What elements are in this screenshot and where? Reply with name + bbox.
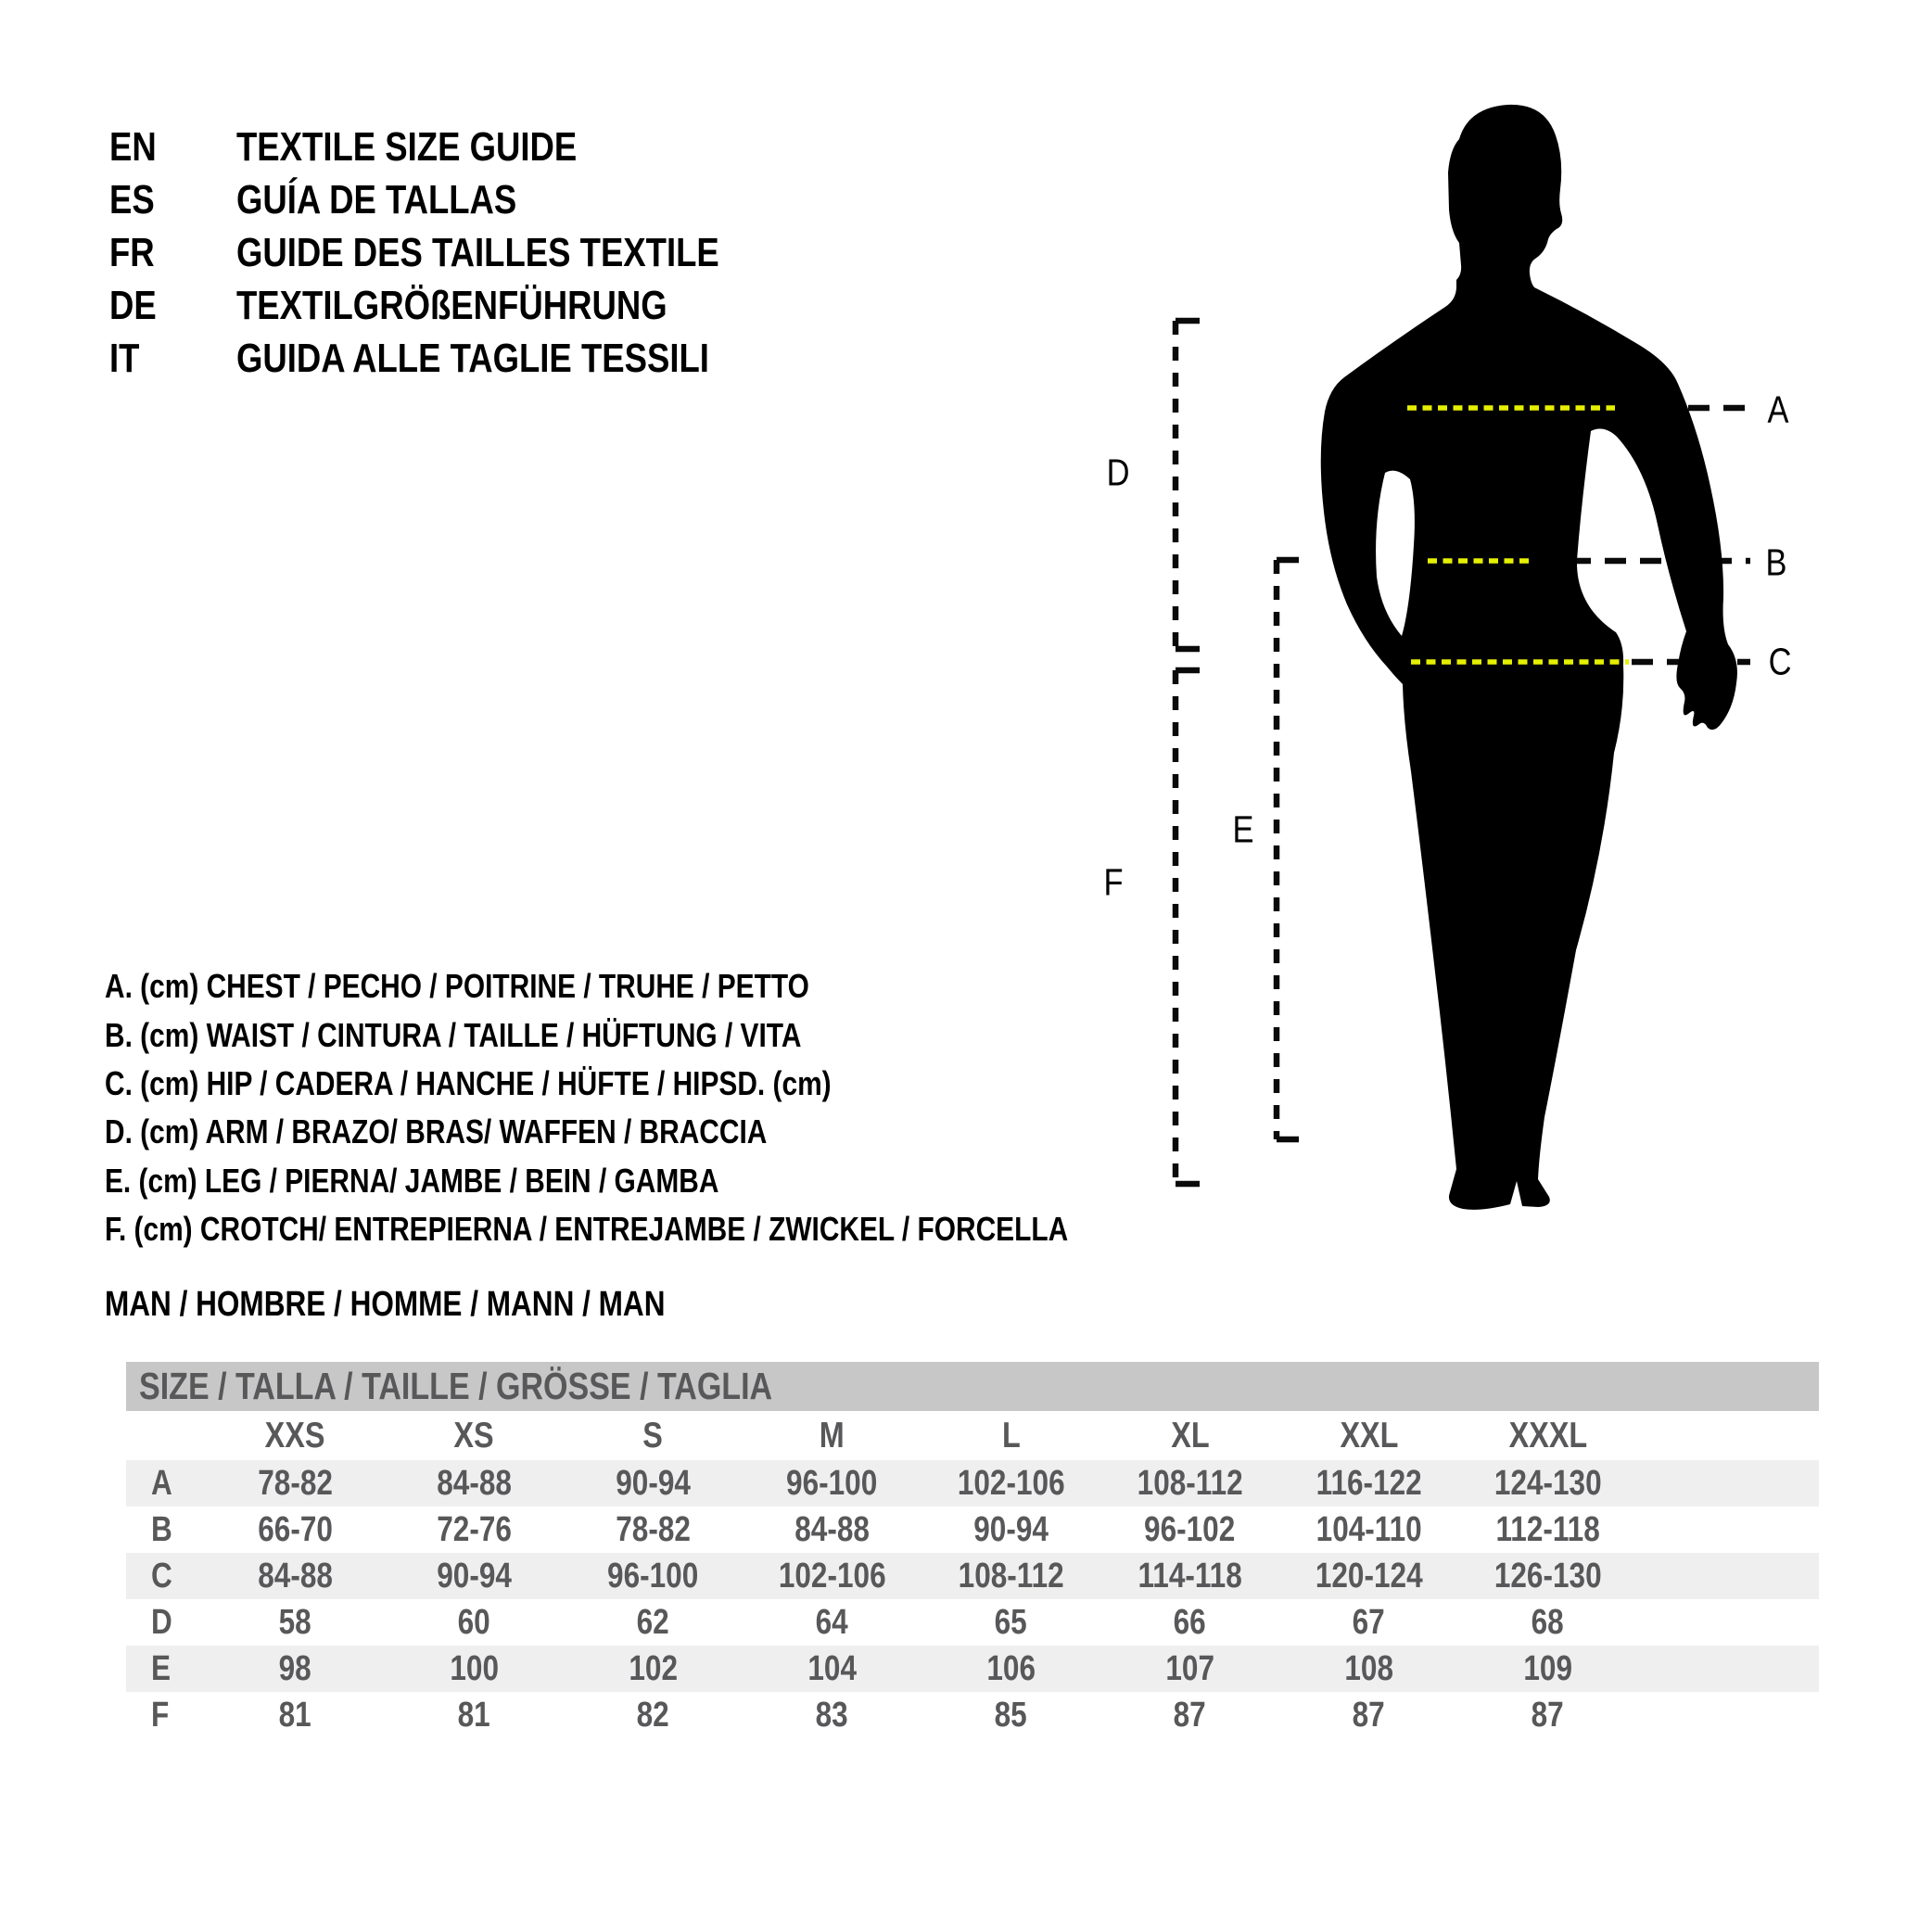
- table-cell: 107: [1165, 1648, 1214, 1688]
- table-cell: 90-94: [973, 1509, 1049, 1549]
- size-header-l: L: [1001, 1415, 1021, 1455]
- man-silhouette-figure: [1321, 105, 1737, 1210]
- table-cell: 85: [994, 1695, 1028, 1735]
- arm-label: D: [1106, 451, 1130, 495]
- table-cell: 120-124: [1315, 1556, 1423, 1595]
- row-label: E: [151, 1648, 172, 1688]
- legend-crotch: F. (cm) CROTCH/ ENTREPIERNA / ENTREJAMBE / ZWICKEL / FORCELLA: [105, 1210, 1069, 1249]
- row-label: F: [151, 1695, 170, 1735]
- table-cell: 87: [1173, 1695, 1207, 1735]
- table-row-leg: [126, 1646, 1819, 1692]
- table-cell: 58: [278, 1602, 312, 1642]
- table-cell: 84-88: [258, 1556, 333, 1595]
- language-code: FR: [109, 229, 155, 275]
- row-label: C: [151, 1556, 172, 1595]
- table-cell: 78-82: [258, 1463, 333, 1503]
- size-header-row: [126, 1411, 1819, 1460]
- hip-label: C: [1768, 641, 1792, 684]
- table-cell: 65: [994, 1602, 1028, 1642]
- table-cell: 78-82: [616, 1509, 691, 1549]
- guide-title-es: GUÍA DE TALLAS: [236, 176, 517, 222]
- table-cell: 87: [1352, 1695, 1386, 1735]
- table-cell: 84-88: [794, 1509, 870, 1549]
- language-code: IT: [109, 335, 140, 381]
- table-cell: 102-106: [957, 1463, 1065, 1503]
- table-row-chest: [126, 1460, 1819, 1506]
- table-row-hip: [126, 1553, 1819, 1599]
- table-cell: 84-88: [437, 1463, 512, 1503]
- table-cell: 112-118: [1495, 1509, 1600, 1549]
- table-cell: 102-106: [778, 1556, 886, 1595]
- table-cell: 108-112: [1137, 1463, 1243, 1503]
- size-table-title: SIZE / TALLA / TAILLE / GRÖSSE / TAGLIA: [139, 1365, 773, 1407]
- legend-hip: C. (cm) HIP / CADERA / HANCHE / HÜFTE / HIPSD. (cm): [105, 1063, 832, 1102]
- table-cell: 96-100: [786, 1463, 878, 1503]
- legend-waist: B. (cm) WAIST / CINTURA / TAILLE / HÜFTUNG / VITA: [105, 1015, 802, 1054]
- table-cell: 114-118: [1138, 1556, 1242, 1595]
- table-cell: 100: [450, 1648, 499, 1688]
- guide-title-it: GUIDA ALLE TAGLIE TESSILI: [236, 335, 709, 381]
- table-row-waist: [126, 1506, 1819, 1553]
- guide-title-fr: GUIDE DES TAILLES TEXTILE: [236, 229, 719, 275]
- language-code: DE: [109, 282, 157, 328]
- crotch-label: F: [1103, 861, 1124, 905]
- category-line: [105, 1283, 780, 1326]
- table-cell: 62: [636, 1602, 670, 1642]
- measurement-legend: [105, 962, 1265, 1253]
- table-cell: 66: [1173, 1602, 1207, 1642]
- size-table: [126, 1362, 1819, 1738]
- table-cell: 64: [815, 1602, 849, 1642]
- table-cell: 81: [457, 1695, 491, 1735]
- table-cell: 67: [1352, 1602, 1386, 1642]
- size-table-title-bar: [126, 1362, 1819, 1411]
- table-cell: 81: [278, 1695, 312, 1735]
- table-cell: 60: [457, 1602, 491, 1642]
- table-cell: 108: [1344, 1648, 1393, 1688]
- table-cell: 108-112: [958, 1556, 1064, 1595]
- size-header-xl: XL: [1170, 1415, 1210, 1455]
- language-code: EN: [109, 123, 157, 170]
- language-code: ES: [109, 176, 155, 222]
- table-cell: 109: [1523, 1648, 1572, 1688]
- table-cell: 90-94: [437, 1556, 512, 1595]
- leg-label: E: [1232, 808, 1254, 852]
- table-cell: 96-100: [607, 1556, 699, 1595]
- table-cell: 90-94: [616, 1463, 691, 1503]
- size-header-xxl: XXL: [1340, 1415, 1398, 1455]
- size-header-m: M: [820, 1415, 845, 1455]
- legend-chest: A. (cm) CHEST / PECHO / POITRINE / TRUHE / PETTO: [105, 967, 809, 1006]
- table-cell: 104-110: [1316, 1509, 1422, 1549]
- table-cell: 124-130: [1493, 1463, 1602, 1503]
- table-cell: 72-76: [437, 1509, 512, 1549]
- table-cell: 96-102: [1144, 1509, 1236, 1549]
- table-cell: 102: [629, 1648, 678, 1688]
- table-cell: 68: [1531, 1602, 1565, 1642]
- table-cell: 104: [807, 1648, 857, 1688]
- guide-title-en: TEXTILE SIZE GUIDE: [236, 123, 578, 170]
- waist-label: B: [1765, 541, 1787, 585]
- table-cell: 87: [1531, 1695, 1565, 1735]
- table-cell: 106: [986, 1648, 1036, 1688]
- table-cell: 116-122: [1316, 1463, 1422, 1503]
- size-header-xs: XS: [453, 1415, 495, 1455]
- size-header-xxxl: XXXL: [1508, 1415, 1587, 1455]
- table-cell: 83: [815, 1695, 849, 1735]
- guide-title-de: TEXTILGRÖßENFÜHRUNG: [236, 282, 667, 328]
- table-row-arm: [126, 1599, 1819, 1646]
- size-header-xxs: XXS: [265, 1415, 325, 1455]
- row-label: B: [151, 1509, 172, 1549]
- table-cell: 98: [278, 1648, 312, 1688]
- legend-leg: E. (cm) LEG / PIERNA/ JAMBE / BEIN / GAMBA: [105, 1161, 719, 1200]
- table-cell: 82: [636, 1695, 670, 1735]
- chest-label: A: [1767, 388, 1789, 432]
- row-label: D: [151, 1602, 172, 1642]
- table-cell: 66-70: [258, 1509, 333, 1549]
- legend-arm: D. (cm) ARM / BRAZO/ BRAS/ WAFFEN / BRACCIA: [105, 1112, 768, 1151]
- category-line-text: MAN / HOMBRE / HOMME / MANN / MAN: [105, 1284, 666, 1324]
- size-header-s: S: [642, 1415, 664, 1455]
- table-row-crotch: [126, 1692, 1819, 1738]
- row-label: A: [151, 1463, 172, 1503]
- table-cell: 126-130: [1493, 1556, 1602, 1595]
